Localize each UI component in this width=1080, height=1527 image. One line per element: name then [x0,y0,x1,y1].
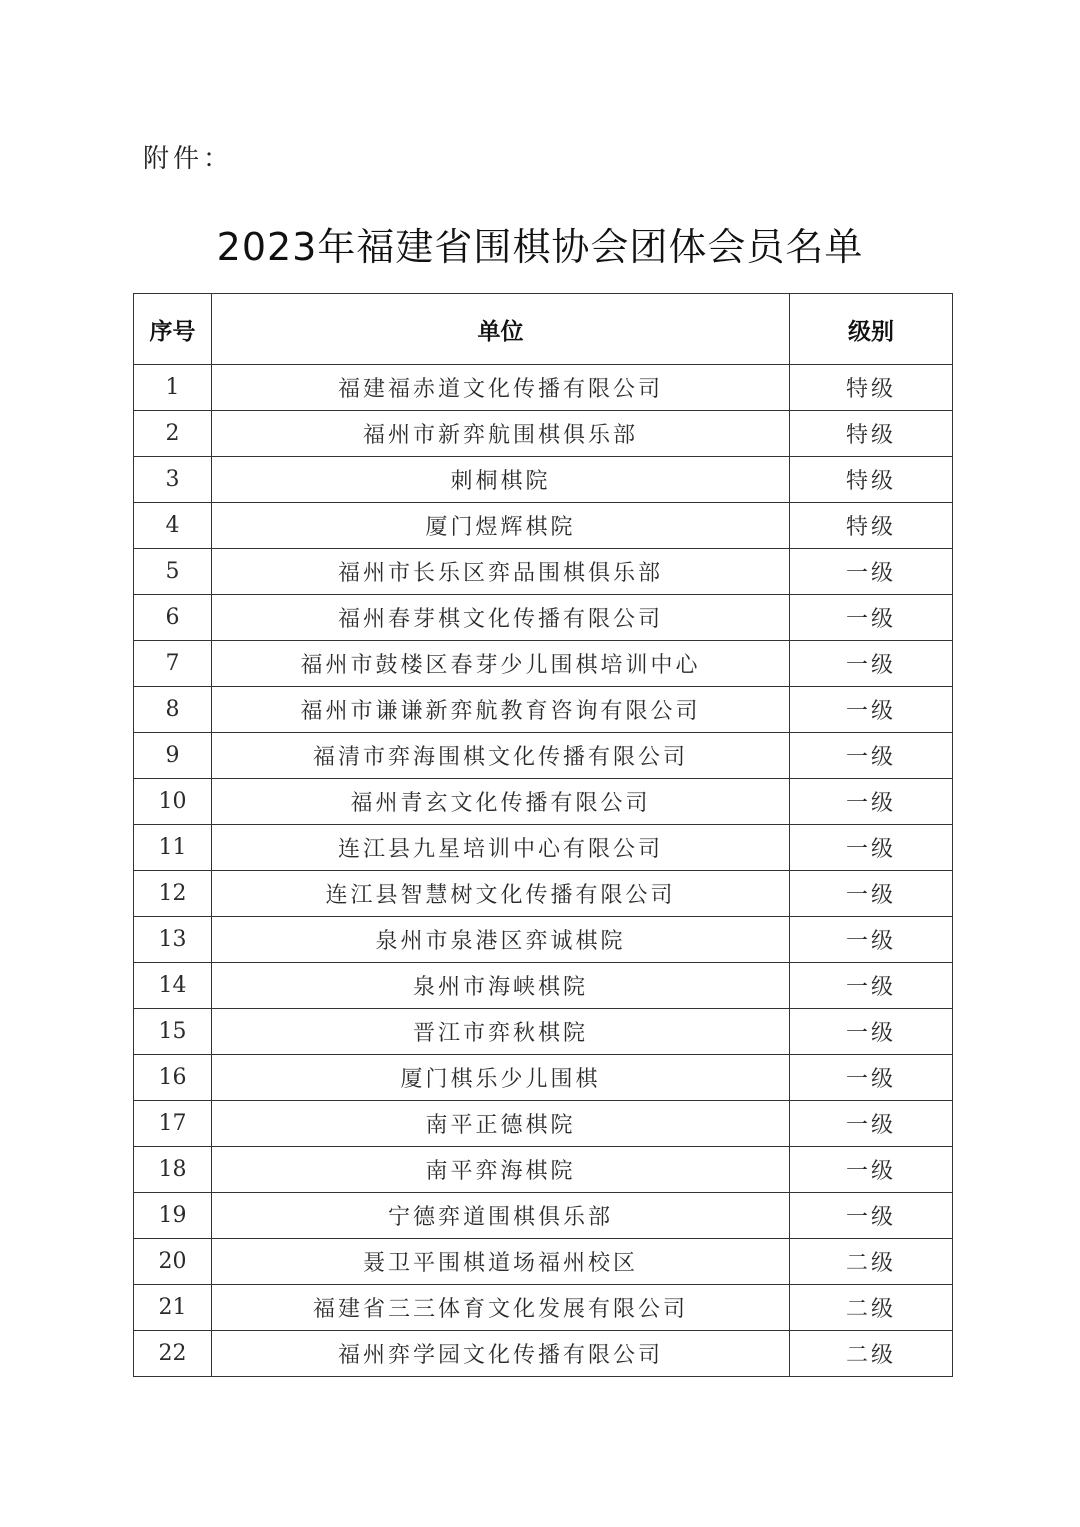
row-unit: 厦门煜辉棋院 [212,503,790,549]
row-level: 特级 [790,411,953,457]
row-unit: 福州市长乐区弈品围棋俱乐部 [212,549,790,595]
row-unit: 南平弈海棋院 [212,1147,790,1193]
row-level: 一级 [790,871,953,917]
row-level: 二级 [790,1285,953,1331]
table-row [134,365,953,411]
column-header-unit: 单位 [212,294,790,365]
column-header-level: 级别 [790,294,953,365]
row-number: 22 [134,1331,212,1377]
row-unit: 宁德弈道围棋俱乐部 [212,1193,790,1239]
row-unit: 泉州市海峡棋院 [212,963,790,1009]
table-row [134,1285,953,1331]
row-number: 16 [134,1055,212,1101]
row-number: 17 [134,1101,212,1147]
table-row [134,733,953,779]
table-row [134,1193,953,1239]
row-unit: 福州市鼓楼区春芽少儿围棋培训中心 [212,641,790,687]
row-unit: 连江县九星培训中心有限公司 [212,825,790,871]
row-number: 1 [134,365,212,411]
row-number: 14 [134,963,212,1009]
table-row [134,503,953,549]
row-unit: 连江县智慧树文化传播有限公司 [212,871,790,917]
row-unit: 福州市新弈航围棋俱乐部 [212,411,790,457]
attachment-label: 附件： [143,144,234,174]
table-row [134,1101,953,1147]
row-number: 7 [134,641,212,687]
table-row [134,871,953,917]
row-unit: 福州弈学园文化传播有限公司 [212,1331,790,1377]
row-level: 一级 [790,549,953,595]
table-row [134,457,953,503]
row-level: 特级 [790,365,953,411]
row-unit: 福州市谦谦新弈航教育咨询有限公司 [212,687,790,733]
row-number: 15 [134,1009,212,1055]
row-number: 10 [134,779,212,825]
row-number: 12 [134,871,212,917]
table-row [134,411,953,457]
table-row [134,1055,953,1101]
row-unit: 刺桐棋院 [212,457,790,503]
row-unit: 福州青玄文化传播有限公司 [212,779,790,825]
row-number: 19 [134,1193,212,1239]
row-unit: 南平正德棋院 [212,1101,790,1147]
row-number: 4 [134,503,212,549]
table-row [134,641,953,687]
row-number: 2 [134,411,212,457]
row-level: 一级 [790,1055,953,1101]
row-level: 二级 [790,1239,953,1285]
row-level: 特级 [790,503,953,549]
row-level: 一级 [790,1101,953,1147]
row-level: 一级 [790,641,953,687]
row-level: 一级 [790,733,953,779]
row-level: 一级 [790,917,953,963]
row-level: 一级 [790,825,953,871]
row-number: 6 [134,595,212,641]
row-unit: 厦门棋乐少儿围棋 [212,1055,790,1101]
table-row [134,595,953,641]
row-number: 20 [134,1239,212,1285]
table-row [134,1009,953,1055]
row-number: 13 [134,917,212,963]
row-level: 一级 [790,1193,953,1239]
table-header-row [134,294,953,365]
row-level: 一级 [790,687,953,733]
row-level: 一级 [790,595,953,641]
table-row [134,549,953,595]
row-level: 一级 [790,1147,953,1193]
member-table [133,293,953,1377]
row-level: 二级 [790,1331,953,1377]
row-unit: 福清市弈海围棋文化传播有限公司 [212,733,790,779]
row-level: 特级 [790,457,953,503]
row-level: 一级 [790,963,953,1009]
table-row [134,963,953,1009]
document-title: 2023年福建省围棋协会团体会员名单 [216,225,864,269]
row-number: 18 [134,1147,212,1193]
table-row [134,825,953,871]
table-row [134,687,953,733]
row-number: 3 [134,457,212,503]
row-number: 5 [134,549,212,595]
row-number: 21 [134,1285,212,1331]
column-header-no: 序号 [134,294,212,365]
table-row [134,917,953,963]
table-row [134,1147,953,1193]
row-level: 一级 [790,779,953,825]
row-unit: 福建省三三体育文化发展有限公司 [212,1285,790,1331]
table-row [134,1239,953,1285]
table-row [134,1331,953,1377]
row-unit: 泉州市泉港区弈诚棋院 [212,917,790,963]
row-unit: 晋江市弈秋棋院 [212,1009,790,1055]
row-unit: 聂卫平围棋道场福州校区 [212,1239,790,1285]
row-unit: 福州春芽棋文化传播有限公司 [212,595,790,641]
row-unit: 福建福赤道文化传播有限公司 [212,365,790,411]
row-number: 8 [134,687,212,733]
row-level: 一级 [790,1009,953,1055]
table-row [134,779,953,825]
row-number: 9 [134,733,212,779]
row-number: 11 [134,825,212,871]
